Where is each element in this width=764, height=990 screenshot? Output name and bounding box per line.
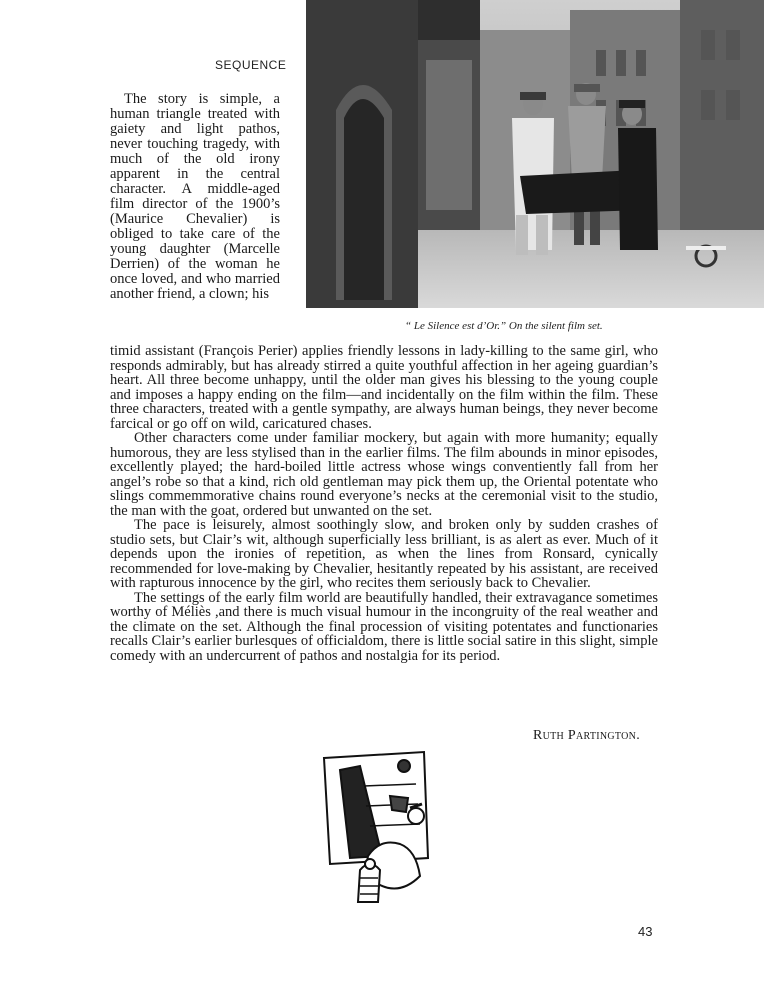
- section-header: SEQUENCE: [215, 58, 287, 72]
- article-body: [110, 344, 658, 663]
- author-signature: Ruth Partington.: [532, 728, 640, 743]
- page-number: 43: [638, 924, 653, 939]
- photo-caption: “ Le Silence est d’Or.” On the silent film set.: [405, 320, 603, 332]
- film-still-illustration: [306, 0, 764, 308]
- article-paragraph: The pace is leisurely, almost soothingly slow, and broken only by sudden crashes of studio sets, but Clair’s wit, although superficially less brilliant, is as alert as ever. Much of it depends upon the ironies of repetition, as when the lines from Ronsard, cynically recommended for love-making by Chevalier, hesitantly repeated by his assistant, are received with rapturous innocence by the girl, who recites them seriously back to Chevalier.: [110, 517, 658, 591]
- article-paragraph: The settings of the early film world are beautifully handled, their extravagance sometimes worthy of Méliès ,and there is much visual humour in the incongruity of the real weather and the climate on the set. Although the final procession of visiting potentates and functionaries recalls Clair’s earlier burlesques of officialdom, there is little social satire in this slight, simple comedy with an undercurrent of pathos and nostalgia for its period.: [110, 589, 658, 664]
- article-intro-paragraph: The story is simple, a human triangle treated with gaiety and light pathos, never touching tragedy, with much of the old irony apparent in the central character. A middle-aged film director of the 1900’s (Maurice Chevalier) is obliged to take care of the young daughter (Marcelle Derrien) of the woman he once loved, and who married another friend, a clown; his: [110, 91, 280, 302]
- spectator-drawing: [320, 746, 440, 906]
- article-paragraph: Other characters come under familiar mockery, but again with more humanity; equally humorous, they are less stylised than in the earlier films. The film abounds in minor episodes, excellently played; the hard-boiled little actress whose wings conventiently fall from her angel’s robe so that a kind, rich old gentleman may pick them up, the Oriental potentate who slings commemmorative chains round everyone’s necks at the ceremonial visit to the studio, the man with the goat, ordered but unwanted on the set.: [110, 430, 658, 519]
- spectator-drawing-illustration: [320, 746, 440, 906]
- article-paragraph: timid assistant (François Perier) applies friendly lessons in lady-killing to the same girl, who responds admirably, but has already stirred a quite youthful affection in her ageing guardian’s heart. All three become unhappy, until the older man gives his blessing to the young couple and imposes a happy ending on the film—and incidentally on the film within the film. These three characters, treated with a gentle sympathy, are always human beings, they never become farcical or go off on wild, caricatured chases.: [110, 343, 658, 432]
- film-still-photo: [306, 0, 764, 308]
- article-column-text: [110, 92, 280, 302]
